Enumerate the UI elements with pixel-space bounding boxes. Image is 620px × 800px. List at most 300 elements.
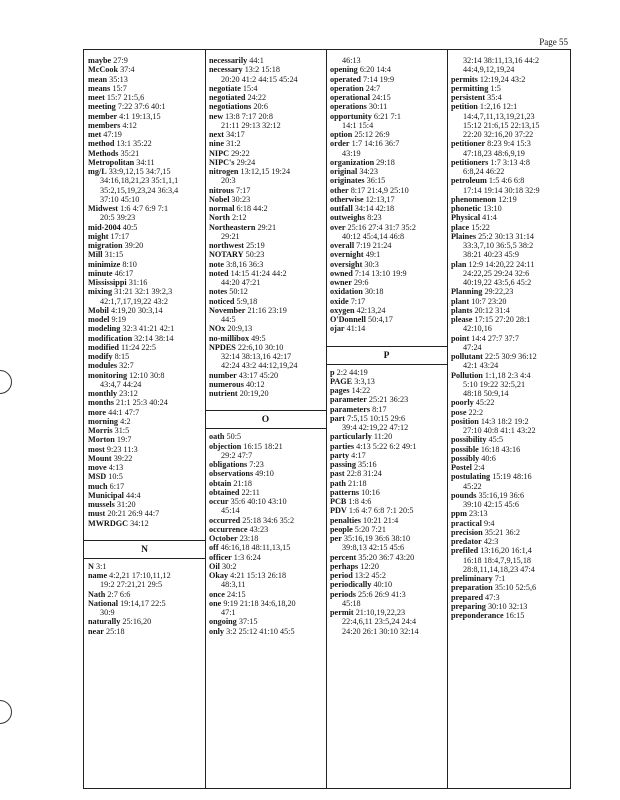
index-entry: [330, 414, 444, 423]
page-line-references: 40:5: [122, 222, 138, 232]
index-term: perhaps: [330, 561, 359, 571]
index-entry: [88, 269, 202, 278]
page-line-references: 2:7 6:6: [107, 589, 131, 599]
page-line-references: 40:12 45:4,14 46:8: [342, 231, 405, 241]
page-line-references: 6:17: [109, 481, 125, 491]
index-entry: [209, 232, 323, 241]
index-entry: [330, 315, 444, 324]
index-entry: [209, 460, 323, 469]
page-line-references: 35:13: [109, 74, 128, 84]
index-entry: [330, 432, 444, 441]
index-term: preponderance: [451, 611, 504, 620]
index-entry: [88, 195, 202, 204]
index-term: possibility: [451, 435, 487, 445]
index-entry: [209, 432, 323, 441]
index-entry: [88, 167, 202, 176]
index-term: National: [88, 598, 119, 608]
page-line-references: 9:23 11:3: [106, 444, 138, 454]
page-line-references: 17:15 27:20 28:1: [474, 315, 531, 324]
index-entry: [209, 297, 323, 306]
index-term: mussels: [88, 500, 115, 509]
index-term: owner: [330, 278, 352, 287]
index-entry: [451, 278, 566, 287]
index-term: possible: [451, 444, 479, 454]
index-term: negotiate: [209, 83, 241, 93]
page-line-references: 45:18: [342, 598, 361, 608]
index-term: petroleum: [451, 176, 487, 186]
index-term: path: [330, 478, 346, 488]
index-entry: [451, 583, 566, 592]
binder-hole: [0, 700, 12, 724]
index-entry: [209, 93, 323, 102]
index-term: might: [88, 231, 109, 241]
page-line-references: 1:6 4:7 6:8 7:1 20:5: [348, 506, 414, 516]
index-term: parameter: [330, 395, 367, 405]
index-term: order: [330, 139, 350, 149]
page-line-references: 44:1: [249, 56, 264, 65]
index-entry: [209, 269, 323, 278]
index-entry: [330, 149, 444, 158]
page-line-references: 4:12: [122, 120, 137, 130]
index-term: Postel: [451, 463, 472, 472]
page-line-references: 39:20: [124, 241, 144, 250]
index-term: much: [88, 481, 108, 491]
index-entry: [209, 186, 323, 195]
index-entry: [451, 186, 566, 195]
page-line-references: 44:4: [126, 490, 141, 500]
index-term: Physical: [451, 213, 481, 223]
index-entry: [88, 519, 202, 528]
index-entry: [209, 65, 323, 74]
page-line-references: 24:22,25 29:24 32:6: [463, 268, 530, 278]
page-line-references: 30:3: [364, 259, 379, 269]
index-entry: [88, 93, 202, 102]
index-entry: [209, 334, 323, 343]
index-entry: [209, 451, 323, 460]
page-line-references: 47:19: [103, 130, 122, 139]
page-line-references: 35:16: [358, 460, 377, 469]
section-letter-heading: N: [84, 540, 205, 559]
index-term: modification: [88, 333, 133, 343]
index-entry: [451, 546, 566, 555]
index-term: most: [88, 444, 105, 454]
index-term: overnight: [330, 250, 364, 260]
page-line-references: 47:1: [221, 608, 236, 617]
page-line-references: 25:19: [246, 241, 265, 250]
index-term: obligations: [209, 460, 248, 469]
index-term: oxide: [330, 296, 349, 306]
index-column-3: [326, 50, 448, 788]
index-term: organization: [330, 157, 375, 167]
page-line-references: 29:22,23: [484, 287, 514, 297]
page-line-references: 12:19,24 43:2: [479, 74, 526, 84]
page-line-references: 16:15: [505, 611, 525, 620]
index-entry: [209, 617, 323, 626]
index-entry: [88, 491, 202, 500]
index-term: monthly: [88, 389, 118, 398]
index-term: NOTARY: [209, 250, 244, 260]
index-entry: [209, 315, 323, 324]
page-line-references: 1:5: [490, 83, 501, 93]
index-entry: [451, 445, 566, 454]
index-term: Mississippi: [88, 278, 127, 287]
index-entry: [88, 306, 202, 315]
index-term: Mount: [88, 453, 112, 463]
page-line-references: 42:1,7,17,19,22 43:2: [100, 296, 169, 306]
page-line-references: 30:23: [231, 194, 251, 204]
index-entry: [88, 297, 202, 306]
index-term: possibly: [451, 453, 480, 463]
index-term: oath: [209, 432, 225, 442]
index-term: permitting: [451, 83, 489, 93]
page-line-references: 34:23: [359, 167, 378, 176]
page-line-references: 50:12: [229, 287, 248, 297]
index-entry: [451, 250, 566, 259]
index-entry: [209, 167, 323, 176]
index-term: model: [88, 315, 110, 324]
index-entry: [451, 565, 566, 574]
index-term: maybe: [88, 56, 112, 65]
index-term: NIPC: [209, 148, 230, 158]
index-entry: [451, 380, 566, 389]
page-number: Page 55: [539, 37, 568, 47]
page-line-references: 32:14 38:11,13,16 44:2: [463, 56, 540, 65]
index-entry: [451, 602, 566, 611]
index-term: mid-2004: [88, 222, 121, 232]
index-term: postulating: [451, 472, 491, 482]
index-entry: [88, 65, 202, 74]
index-term: phenomenon: [451, 194, 497, 204]
index-term: observations: [209, 469, 254, 479]
index-entry: [209, 506, 323, 515]
index-term: preparing: [451, 601, 486, 611]
page-line-references: 20:19,20: [239, 389, 269, 398]
index-entry: [330, 130, 444, 139]
index-entry: [451, 593, 566, 602]
index-entry: [209, 516, 323, 525]
page-line-references: 13:12,15 19:24: [240, 167, 291, 176]
page-line-references: 43:19: [342, 148, 361, 158]
index-term: periodically: [330, 580, 372, 590]
index-entry: [451, 204, 566, 213]
index-entry: [330, 102, 444, 111]
page-line-references: 25:6 26:9 41:3: [357, 589, 406, 599]
index-term: outfall: [330, 204, 353, 213]
index-term: MSD: [88, 472, 107, 482]
index-term: new: [209, 111, 224, 121]
index-term: precision: [451, 527, 483, 537]
page-line-references: 16:18 43:16: [480, 444, 521, 454]
page-line-references: 46:13: [342, 56, 361, 65]
page-line-references: 2:4: [473, 463, 485, 472]
page-line-references: 27:9: [113, 56, 128, 65]
index-entry: [330, 543, 444, 552]
page-line-references: 16:18 18:4,7,9,15,18: [463, 555, 532, 565]
index-term: position: [451, 416, 479, 426]
page-line-references: 40:10: [373, 580, 393, 590]
index-term: opening: [330, 65, 358, 75]
page-line-references: 38:21 40:23 45:9: [463, 250, 519, 260]
page-line-references: 15:19 48:16: [492, 472, 532, 482]
index-term: nine: [209, 139, 225, 149]
index-entry: [88, 599, 202, 608]
index-entry: [209, 241, 323, 250]
page-line-references: 17:17: [110, 231, 130, 241]
page-line-references: 20:3: [221, 176, 236, 186]
page-line-references: 35:4: [487, 93, 502, 102]
index-term: operated: [330, 74, 361, 84]
index-entry: [330, 176, 444, 185]
page-line-references: 4:2,21 17:10,11,12: [109, 571, 171, 580]
page-line-references: 11:24 22:5: [120, 342, 156, 352]
index-entry: [209, 250, 323, 259]
index-term: NOx: [209, 324, 226, 334]
index-entry: [451, 287, 566, 296]
index-entry: [330, 608, 444, 617]
index-term: Northeastern: [209, 222, 256, 232]
index-term: please: [451, 315, 473, 324]
page-line-references: 44:20 47:21: [221, 278, 261, 287]
page-line-references: 24:7: [365, 83, 381, 93]
index-entry: [451, 130, 566, 139]
page-line-references: 22:5 30:9 36:12: [484, 352, 537, 361]
index-entry: [451, 324, 566, 333]
page-line-references: 31:2: [226, 139, 241, 149]
page-line-references: 43:17 45:20: [238, 370, 279, 380]
index-entry: [451, 158, 566, 167]
index-term: officer: [209, 552, 232, 562]
index-entry: [451, 500, 566, 509]
index-entry: [451, 352, 566, 361]
page-line-references: 12:13,17: [365, 194, 395, 204]
index-entry: [209, 553, 323, 562]
index-entry: [330, 590, 444, 599]
index-entry: [209, 534, 323, 543]
index-term: party: [330, 450, 350, 460]
index-term: Nath: [88, 589, 106, 599]
index-entry: [330, 386, 444, 395]
index-term: nitrous: [209, 185, 234, 195]
index-entry: [209, 488, 323, 497]
index-term: practical: [451, 518, 482, 528]
index-term: means: [88, 83, 111, 93]
index-term: no-millibox: [209, 333, 250, 343]
index-term: modified: [88, 342, 119, 352]
index-term: PDV: [330, 506, 347, 516]
index-entry: [209, 352, 323, 361]
index-term: preparation: [451, 583, 493, 593]
index-term: Municipal: [88, 490, 124, 500]
page-line-references: 42:13,24: [356, 305, 386, 315]
index-entry: [209, 361, 323, 370]
index-entry: [209, 324, 323, 333]
index-column-1: [84, 50, 206, 788]
index-entry: [330, 241, 444, 250]
index-term: Plaines: [451, 231, 477, 241]
index-entry: [88, 176, 202, 185]
index-entry: [209, 260, 323, 269]
page-line-references: 5:9,18: [236, 296, 258, 306]
index-term: ojar: [330, 324, 345, 334]
index-term: number: [209, 370, 237, 380]
page-line-references: 12:19: [498, 194, 517, 204]
index-term: monitoring: [88, 370, 128, 380]
index-term: must: [88, 509, 106, 519]
index-entry: [451, 371, 566, 380]
index-entry: [88, 445, 202, 454]
page-line-references: 1:8 4:6: [348, 497, 372, 506]
page-line-references: 4:21 15:13 26:18: [230, 571, 287, 580]
page-line-references: 30:11: [368, 102, 388, 112]
binder-hole: [0, 370, 12, 394]
index-term: poorly: [451, 398, 474, 408]
page-line-references: 3:3,13: [354, 376, 375, 386]
index-entry: [88, 463, 202, 472]
index-term: nitrogen: [209, 167, 239, 176]
index-term: member: [88, 111, 118, 121]
index-entry: [451, 528, 566, 537]
page-line-references: 30:2: [221, 561, 237, 571]
index-entry: [330, 525, 444, 534]
page-line-references: 10:16: [361, 487, 380, 497]
index-entry: [330, 139, 444, 148]
page-line-references: 48:18 50:9,14: [463, 389, 509, 398]
index-term: notes: [209, 287, 228, 297]
page-line-references: 49:10: [255, 469, 274, 479]
index-entry: [330, 213, 444, 222]
page-line-references: 3:2 25:12 41:10 45:5: [226, 626, 295, 636]
index-entry: [451, 537, 566, 546]
index-entry: [330, 497, 444, 506]
index-term: outweighs: [330, 213, 366, 223]
index-entry: [209, 149, 323, 158]
page-line-references: 13:2 15:18: [244, 65, 280, 75]
index-entry: [330, 306, 444, 315]
index-entry: [88, 380, 202, 389]
page-line-references: 20:21 26:9 44:7: [107, 509, 160, 519]
page-line-references: 35:16,19 36:6: [478, 490, 525, 500]
page-line-references: 23:13: [468, 509, 488, 519]
index-term: occurrence: [209, 524, 248, 534]
index-entry: [209, 176, 323, 185]
index-entry: [88, 84, 202, 93]
page-line-references: 1:5 4:6 6:8: [488, 176, 525, 186]
index-entry: [451, 223, 566, 232]
page-line-references: 45:5: [488, 435, 504, 445]
index-term: negotiated: [209, 93, 246, 102]
index-term: pounds: [451, 490, 477, 500]
page-line-references: 12:9 14:20,22 24:11: [468, 259, 535, 269]
index-entry: [451, 482, 566, 491]
page-line-references: 25:16 27:4 31:7 35:2: [347, 222, 416, 232]
index-entry: [209, 497, 323, 506]
index-term: penalties: [330, 515, 361, 525]
index-entry: [330, 395, 444, 404]
page-line-references: 21:1 25:3 40:24: [115, 398, 168, 408]
index-entry: [88, 389, 202, 398]
index-entry: [88, 260, 202, 269]
page-line-references: 9:4: [483, 518, 495, 528]
index-entry: [330, 112, 444, 121]
index-term: preliminary: [451, 574, 493, 583]
index-term: mg/L: [88, 167, 107, 176]
index-entry: [209, 306, 323, 315]
index-term: over: [330, 222, 346, 232]
index-term: part: [330, 413, 346, 423]
index-term: opportunity: [330, 111, 372, 121]
page-line-references: 31:5: [114, 426, 130, 435]
index-term: petitioner: [451, 139, 486, 149]
index-entry: [209, 121, 323, 130]
index-entry: [330, 158, 444, 167]
page-line-references: 19:14,17 22:5: [120, 598, 166, 608]
index-entry: [451, 509, 566, 518]
index-entry: [88, 361, 202, 370]
page-line-references: 22:2: [468, 407, 484, 417]
index-entry: [88, 213, 202, 222]
index-term: p: [330, 367, 335, 377]
page-line-references: 14:15 41:24 44:2: [230, 268, 287, 278]
index-term: November: [209, 305, 246, 315]
page-line-references: 25:16,20: [122, 617, 152, 627]
index-entry: [451, 454, 566, 463]
index-term: migration: [88, 241, 123, 250]
index-entry: [88, 278, 202, 287]
index-entry: [330, 260, 444, 269]
index-entry: [88, 398, 202, 407]
page-line-references: 45:22: [475, 398, 495, 408]
index-term: petition: [451, 102, 478, 112]
index-term: period: [330, 571, 353, 580]
index-term: patterns: [330, 487, 360, 497]
index-entry: [451, 334, 566, 343]
index-entry: [451, 241, 566, 250]
page-line-references: 35:10 52:5,6: [494, 583, 537, 593]
page-line-references: 42:24 43:2 44:12,19,24: [221, 361, 298, 371]
index-term: O'Donnell: [330, 315, 366, 324]
index-entry: [88, 352, 202, 361]
page-line-references: 8:15: [114, 352, 130, 361]
page-line-references: 47:24: [463, 342, 482, 352]
page-line-references: 20:12 31:4: [474, 305, 510, 315]
index-entry: [330, 405, 444, 414]
index-entry: [330, 167, 444, 176]
index-entry: [88, 562, 202, 571]
index-term: mixing: [88, 287, 113, 297]
index-entry: [451, 389, 566, 398]
index-entry: [451, 139, 566, 148]
page-line-references: 42:3: [483, 537, 499, 546]
page-line-references: 14:22: [351, 386, 371, 395]
index-term: Morton: [88, 435, 115, 445]
index-entry: [330, 223, 444, 232]
page-line-references: 31:20: [116, 500, 136, 509]
index-term: Metropolitan: [88, 157, 135, 167]
page-line-references: 3:8,16 36:3: [226, 259, 264, 269]
index-entry: [209, 130, 323, 139]
index-term: objection: [209, 441, 242, 451]
page-line-references: 8:17 21:4,9 25:10: [350, 185, 409, 195]
page-line-references: 19:7: [116, 435, 132, 445]
index-term: passing: [330, 460, 356, 469]
page-line-references: 45:14: [221, 506, 240, 516]
page-line-references: 17:14 19:14 30:18 32:9: [463, 185, 540, 195]
index-term: one: [209, 598, 222, 608]
index-entry: [451, 213, 566, 222]
index-entry: [451, 463, 566, 472]
index-term: other: [330, 185, 349, 195]
page-line-references: 1:3 6:24: [233, 552, 261, 562]
